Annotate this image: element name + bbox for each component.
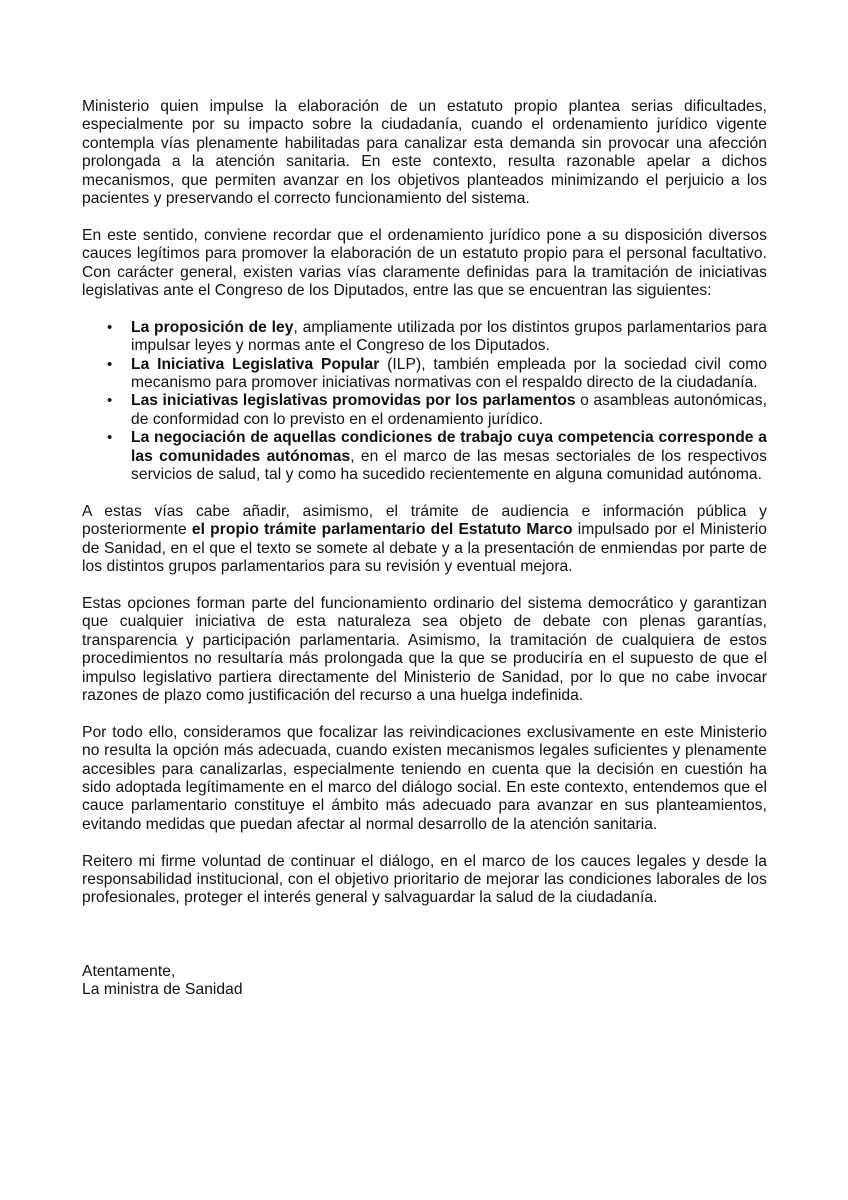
list-item-bold: La proposición de ley <box>131 318 294 336</box>
list-item <box>131 392 767 429</box>
list-item-text: , en el marco de las mesas sectoriales de los respectivos servicios de salud, tal y como ha sucedido recientemente en alguna comunidad autónoma. <box>131 447 767 484</box>
paragraph-3-text-a: A estas vías cabe añadir, asimismo, el trámite de audiencia e información pública y posteriormente <box>82 502 767 539</box>
paragraph-3-text-b: impulsado por el Ministerio de Sanidad, en el que el texto se somete al debate y a la presentación de enmiendas por parte de los distintos grupos parlamentarios para su revisión y eventual mejora. <box>82 521 767 576</box>
closing-salutation: Atentamente, <box>82 962 176 980</box>
paragraph-6: Reitero mi firme voluntad de continuar el diálogo, en el marco de los cauces legales y desde la responsabilidad institucional, con el objetivo prioritario de mejorar las condiciones laborales de los profesionales, proteger el interés general y salvaguardar la salud de la ciudadanía. <box>82 852 767 907</box>
paragraph-5: Por todo ello, consideramos que focalizar las reivindicaciones exclusivamente en este Ministerio no resulta la opción más adecuada, cuando existen mecanismos legales suficientes y plenamente accesibles para canalizarlas, especialmente teniendo en cuenta que la decisión en cuestión ha sido adoptada legítimamente en el marco del diálogo social. En este contexto, entendemos que el cauce parlamentario constituye el ámbito más adecuado para avanzar en sus planteamientos, evitando medidas que puedan afectar al normal desarrollo de la atención sanitaria. <box>82 723 767 833</box>
list-item-bold: Las iniciativas legislativas promovidas por los parlamentos <box>131 392 576 410</box>
paragraph-2: En este sentido, conviene recordar que el ordenamiento jurídico pone a su disposición diversos cauces legítimos para promover la elaboración de un estatuto propio para el personal facultativo. Con carácter general, existen varias vías claramente definidas para la tramitación de iniciativas legislativas ante el Congreso de los Diputados, entre las que se encuentran las siguientes: <box>82 226 767 300</box>
paragraph-4: Estas opciones forman parte del funcionamiento ordinario del sistema democrático y garantizan que cualquier iniciativa de esta naturaleza sea objeto de debate con plenas garantías, transparencia y participación parlamentaria. Asimismo, la tramitación de cualquiera de estos procedimientos no resultaría más prolongada que la que se produciría en el supuesto de que el impulso legislativo partiera directamente del Ministerio de Sanidad, por lo que no cabe invocar razones de plazo como justificación del recurso a una huelga indefinida. <box>82 594 767 704</box>
paragraph-3-bold: el propio trámite parlamentario del Estatuto Marco <box>191 521 573 539</box>
paragraph-3 <box>82 503 767 577</box>
signature-line: La ministra de Sanidad <box>82 981 243 999</box>
letter-body <box>82 98 767 1000</box>
list-item <box>131 319 767 356</box>
list-item-bold: La Iniciativa Legislativa Popular <box>131 355 380 373</box>
paragraph-1: Ministerio quien impulse la elaboración de un estatuto propio plantea serias dificultades, especialmente por su impacto sobre la ciudadanía, cuando el ordenamiento jurídico vigente contempla vías plenamente habilitadas para canalizar esta demanda sin provocar una afección prolongada a la atención sanitaria. En este contexto, resulta razonable apelar a dichos mecanismos, que permiten avanzar en los objetivos planteados minimizando el perjuicio a los pacientes y preservando el correcto funcionamiento del sistema. <box>82 98 767 208</box>
list-item <box>131 429 767 484</box>
list-item-text: (ILP), también empleada por la sociedad civil como mecanismo para promover iniciativas normativas con el respaldo directo de la ciudadanía. <box>131 355 767 392</box>
list-item-text: , ampliamente utilizada por los distintos grupos parlamentarios para impulsar leyes y normas ante el Congreso de los Diputados. <box>131 318 767 355</box>
list-item-text: o asambleas autonómicas, de conformidad con lo previsto en el ordenamiento jurídico. <box>131 392 767 428</box>
closing-block <box>82 963 767 1000</box>
list-item <box>131 356 767 393</box>
legislative-paths-list <box>82 319 767 485</box>
list-item-bold: La negociación de aquellas condiciones de trabajo cuya competencia corresponde a las comunidades autónomas <box>131 429 767 465</box>
